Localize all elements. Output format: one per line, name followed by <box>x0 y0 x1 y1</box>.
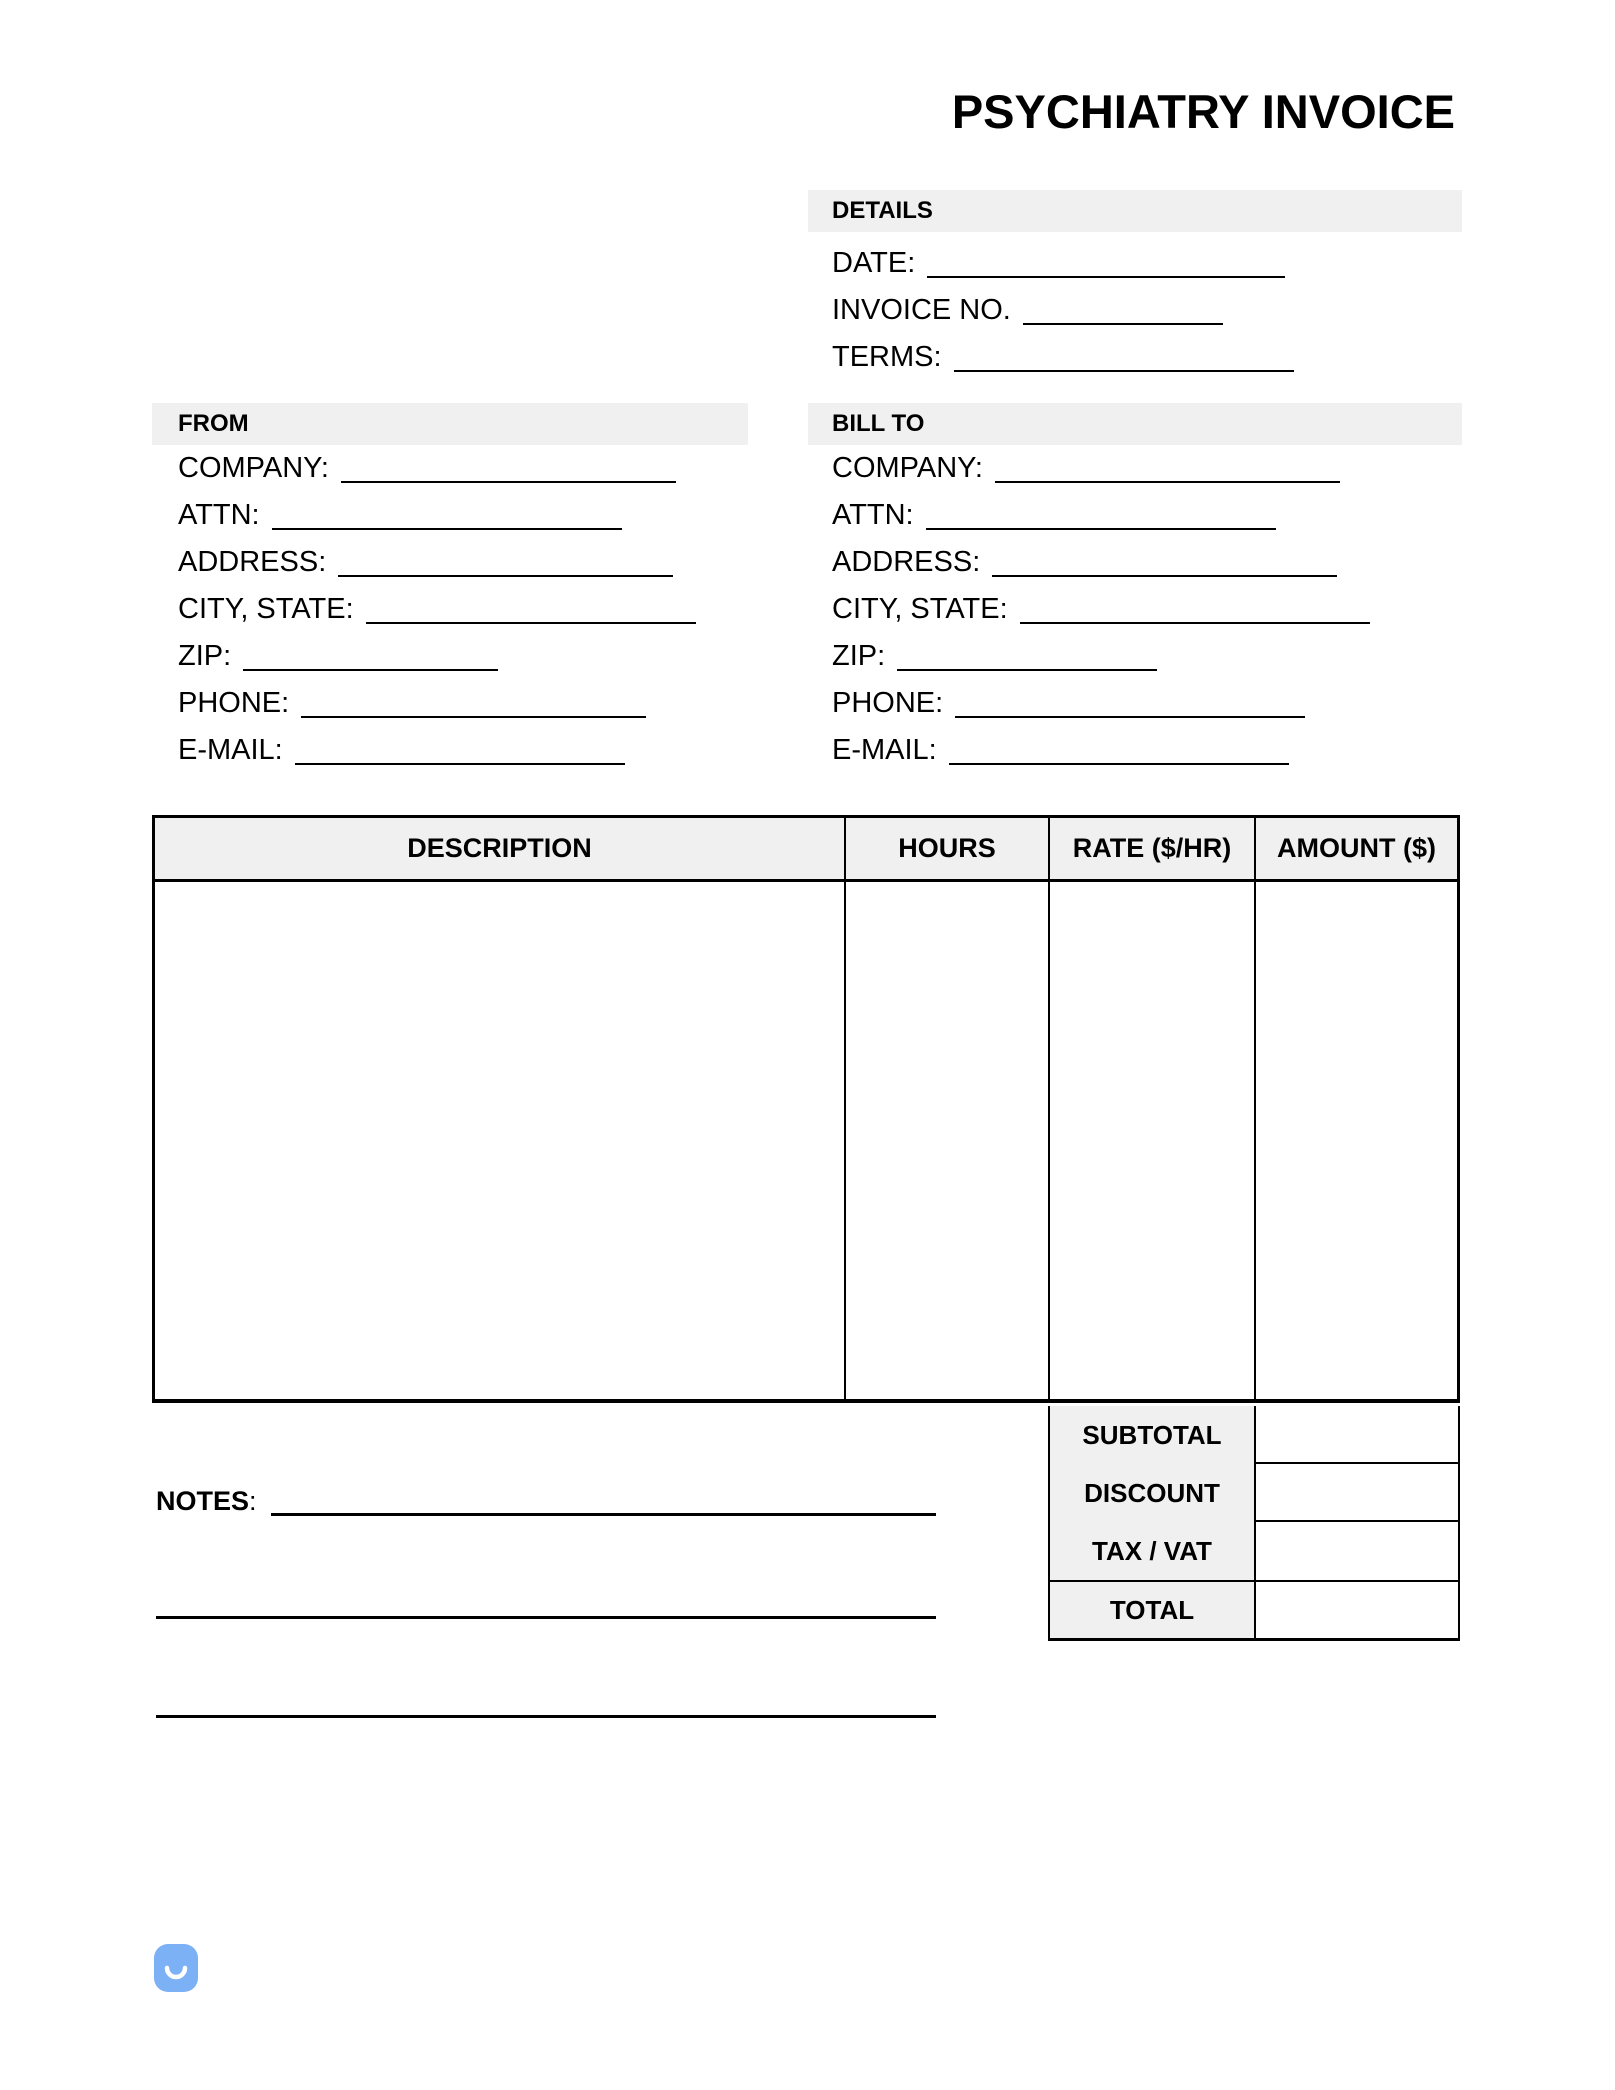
total-value-cell[interactable] <box>1256 1582 1458 1638</box>
subtotal-value-cell[interactable] <box>1256 1406 1458 1464</box>
field-row-from-city-state <box>178 586 748 633</box>
terms-input-line[interactable] <box>954 370 1294 372</box>
from-attn-input-line[interactable] <box>272 528 622 530</box>
field-row-date <box>832 240 1462 287</box>
field-row-terms <box>832 334 1462 381</box>
field-row-billto-zip <box>832 633 1462 680</box>
summary-row-tax-vat <box>1050 1522 1458 1580</box>
from-city-state-label: CITY, STATE: <box>178 593 354 625</box>
details-heading: DETAILS <box>808 190 1462 232</box>
from-section <box>152 403 748 774</box>
summary-row-discount <box>1050 1464 1458 1522</box>
from-company-label: COMPANY: <box>178 452 329 484</box>
from-address-input-line[interactable] <box>338 575 673 577</box>
notes-line-2[interactable] <box>156 1616 936 1619</box>
from-zip-input-line[interactable] <box>243 669 498 671</box>
billto-attn-input-line[interactable] <box>926 528 1276 530</box>
from-address-label: ADDRESS: <box>178 546 327 578</box>
billto-email-label: E-MAIL: <box>832 734 937 766</box>
billto-zip-input-line[interactable] <box>897 669 1157 671</box>
from-heading: FROM <box>152 403 748 445</box>
tax-vat-label: TAX / VAT <box>1050 1522 1256 1580</box>
notes-line-3[interactable] <box>156 1715 936 1718</box>
col-header-amount: AMOUNT ($) <box>1277 833 1436 863</box>
line-items-body <box>155 882 1457 1399</box>
description-cell[interactable] <box>155 882 846 1399</box>
page-title: PSYCHIATRY INVOICE <box>951 85 1455 138</box>
invoice-no-label: INVOICE NO. <box>832 294 1011 326</box>
notes-label: NOTES <box>156 1486 250 1516</box>
bill-to-heading: BILL TO <box>808 403 1462 445</box>
billto-zip-label: ZIP: <box>832 640 886 672</box>
col-header-description: DESCRIPTION <box>155 818 846 879</box>
field-row-billto-address <box>832 539 1462 586</box>
col-header-hours: HOURS <box>846 818 1050 879</box>
from-attn-label: ATTN: <box>178 499 260 531</box>
notes-row <box>156 1484 936 1518</box>
field-row-from-attn <box>178 492 748 539</box>
field-row-billto-company <box>832 445 1462 492</box>
billto-city-state-label: CITY, STATE: <box>832 593 1008 625</box>
smile-logo-icon <box>154 1944 198 1992</box>
from-fields <box>152 445 748 774</box>
field-row-billto-phone <box>832 680 1462 727</box>
details-section <box>808 190 1462 381</box>
billto-city-state-input-line[interactable] <box>1020 622 1370 624</box>
from-city-state-input-line[interactable] <box>366 622 696 624</box>
field-row-from-company <box>178 445 748 492</box>
from-company-input-line[interactable] <box>341 481 676 483</box>
rate-cell[interactable] <box>1050 882 1256 1399</box>
line-items-header <box>155 818 1457 882</box>
details-fields <box>808 240 1462 381</box>
billto-address-label: ADDRESS: <box>832 546 981 578</box>
terms-label: TERMS: <box>832 341 942 373</box>
billto-company-label: COMPANY: <box>832 452 983 484</box>
discount-label: DISCOUNT <box>1050 1464 1256 1522</box>
total-label: TOTAL <box>1050 1582 1256 1638</box>
date-label: DATE: <box>832 247 916 279</box>
billto-phone-input-line[interactable] <box>955 716 1305 718</box>
field-row-billto-city-state <box>832 586 1462 633</box>
amount-cell[interactable] <box>1256 882 1457 1399</box>
col-header-rate: RATE ($/HR) <box>1050 818 1256 879</box>
hours-cell[interactable] <box>846 882 1050 1399</box>
from-phone-input-line[interactable] <box>301 716 646 718</box>
discount-value-cell[interactable] <box>1256 1464 1458 1522</box>
field-row-from-phone <box>178 680 748 727</box>
from-email-label: E-MAIL: <box>178 734 283 766</box>
invoice-no-input-line[interactable] <box>1023 323 1223 325</box>
summary-row-total <box>1050 1580 1458 1638</box>
notes-section <box>156 1484 936 1734</box>
bill-to-section <box>808 403 1462 774</box>
summary-row-subtotal <box>1050 1406 1458 1464</box>
billto-address-input-line[interactable] <box>992 575 1337 577</box>
billto-company-input-line[interactable] <box>995 481 1340 483</box>
field-row-invoice-no <box>832 287 1462 334</box>
field-row-from-zip <box>178 633 748 680</box>
billto-attn-label: ATTN: <box>832 499 914 531</box>
field-row-billto-email <box>832 727 1462 774</box>
bill-to-fields <box>808 445 1462 774</box>
tax-vat-value-cell[interactable] <box>1256 1522 1458 1580</box>
field-row-billto-attn <box>832 492 1462 539</box>
line-items-table <box>152 815 1460 1403</box>
field-row-from-email <box>178 727 748 774</box>
billto-email-input-line[interactable] <box>949 763 1289 765</box>
notes-line-1[interactable] <box>271 1513 936 1516</box>
billto-phone-label: PHONE: <box>832 687 944 719</box>
from-phone-label: PHONE: <box>178 687 290 719</box>
subtotal-label: SUBTOTAL <box>1050 1406 1256 1464</box>
date-input-line[interactable] <box>927 276 1285 278</box>
notes-separator: : <box>249 1486 257 1516</box>
from-email-input-line[interactable] <box>295 763 625 765</box>
summary-table <box>1048 1406 1460 1641</box>
field-row-from-address <box>178 539 748 586</box>
from-zip-label: ZIP: <box>178 640 232 672</box>
